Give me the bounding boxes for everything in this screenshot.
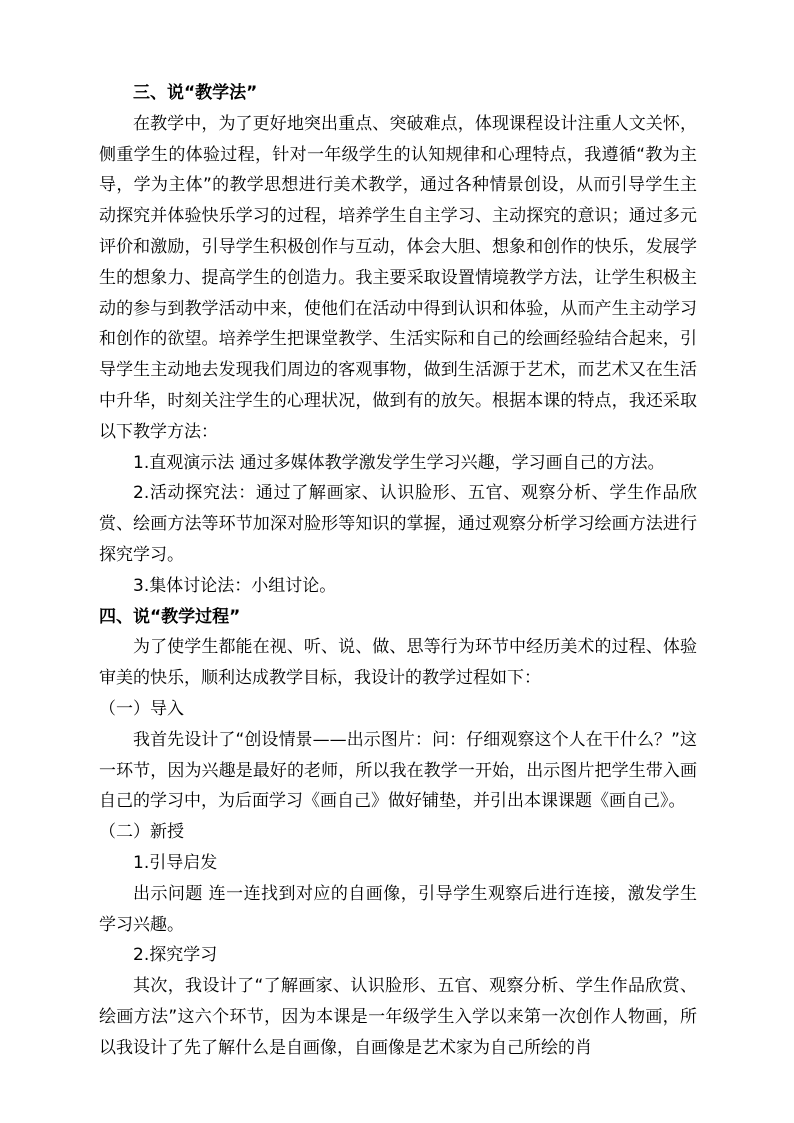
method-item-2: 2.活动探究法：通过了解画家、认识脸形、五官、观察分析、学生作品欣赏、绘画方法等环节加深对脸形等知识的掌握，通过观察分析学习绘画方法进行探究学习。 bbox=[99, 483, 697, 565]
section-heading-teaching-methods: 三、说“教学法” bbox=[133, 83, 258, 103]
method-item-3: 3.集体讨论法：小组讨论。 bbox=[133, 575, 337, 596]
paragraph-guidance: 出示问题 连一连找到对应的自画像，引导学生观察后进行连接，激发学生学习兴趣。 bbox=[99, 883, 697, 935]
method-item-1: 1.直观演示法 通过多媒体教学激发学生学习兴趣，学习画自己的方法。 bbox=[133, 452, 665, 473]
subsection-title-new-lesson: （二）新授 bbox=[99, 822, 184, 843]
step-title-guidance: 1.引导启发 bbox=[133, 852, 218, 873]
section-heading-teaching-process: 四、说“教学过程” bbox=[99, 606, 241, 627]
paragraph-process-intro: 为了使学生都能在视、听、说、做、思等行为环节中经历美术的过程、体验审美的快乐，顺利达成教学目标，我设计的教学过程如下： bbox=[99, 637, 697, 689]
subsection-title-introduction: （一）导入 bbox=[99, 698, 184, 719]
paragraph-exploration: 其次，我设计了“了解画家、认识脸形、五官、观察分析、学生作品欣赏、绘画方法”这六个环节，因为本课是一年级学生入学以来第一次创作人物画，所以我设计了先了解什么是自画像，自画像是艺术家为自己所绘的肖 bbox=[99, 976, 697, 1058]
step-title-exploration: 2.探究学习 bbox=[133, 945, 218, 966]
paragraph-introduction: 我首先设计了“创设情景——出示图片：问：仔细观察这个人在干什么？”这一环节，因为兴趣是最好的老师，所以我在教学一开始，出示图片把学生带入画自己的学习中，为后面学习《画自己》做好铺垫，并引出本课课题《画自己》。 bbox=[99, 729, 697, 812]
document-body bbox=[99, 78, 697, 1064]
paragraph-teaching-methods: 在教学中，为了更好地突出重点、突破难点，体现课程设计注重人文关怀，侧重学生的体验过程，针对一年级学生的认知规律和心理特点，我遵循“教为主导，学为主体”的教学思想进行美术教学，通过各种情景创设，从而引导学生主动探究并体验快乐学习的过程，培养学生自主学习、主动探究的意识；通过多元评价和激励，引导学生积极创作与互动，体会大胆、想象和创作的快乐，发展学生的想象力、提高学生的创造力。我主要采取设置情境教学方法，让学生积极主动的参与到教学活动中来，使他们在活动中得到认识和体验，从而产生主动学习和创作的欲望。培养学生把课堂教学、生活实际和自己的绘画经验结合起来，引导学生主动地去发现我们周边的客观事物，做到生活源于艺术，而艺术又在生活中升华，时刻关注学生的心理状况，做到有的放矢。根据本课的特点，我还采取以下教学方法： bbox=[99, 113, 697, 442]
